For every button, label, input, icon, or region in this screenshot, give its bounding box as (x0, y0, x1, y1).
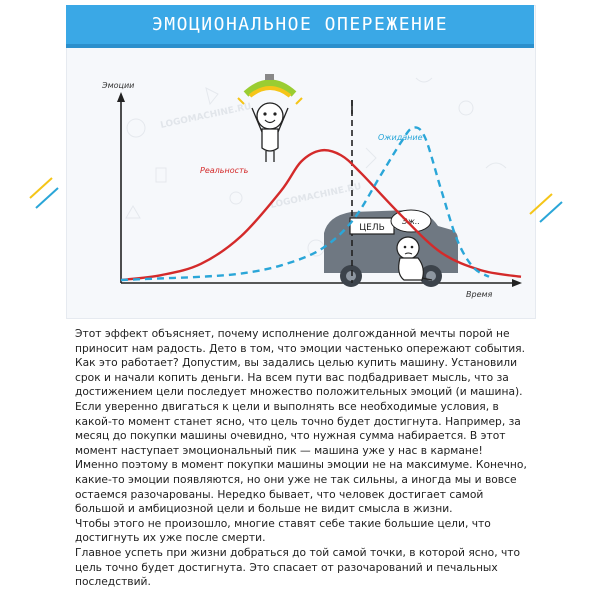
speech-bubble (391, 210, 431, 232)
speech-bubble-text: Эж.. (402, 217, 420, 226)
series-label-expectation: Ожидание (378, 133, 423, 142)
goal-sign (350, 218, 394, 234)
series-line-reality (121, 150, 521, 280)
title-banner (66, 5, 534, 48)
y-axis-arrow (117, 92, 125, 102)
article-paragraph: Как это работает? Допустим, вы задались целью купить машину. Установили срок и начали копить деньги. На всем пути вас подбадривает мысль, что за достижением цели последует множество положительных эмоций (и машина). Если уверенно двигаться к цели и выполнять все необходимые условия, в какой-то момент станет ясно, что цель точно будет достигнута. Например, за месяц до покупки машины очевидно, что нужная сумма набирается. В этот момент наступает эмоциональный пик — машина уже у нас в кармане! (75, 356, 523, 457)
y-axis-label: Эмоции (102, 81, 135, 90)
x-axis-arrow (512, 279, 522, 287)
article-paragraph: Главное успеть при жизни добраться до той самой точки, в которой ясно, что цель точно будет достигнута. Это спасает от разочарований и печальных последствий. (75, 545, 521, 589)
x-axis-label: Время (466, 290, 493, 299)
article-text (75, 327, 527, 590)
goal-sign-label: ЦЕЛЬ (359, 223, 385, 233)
svg-text:LOGOMACHINE.RU: LOGOMACHINE.RU (159, 101, 253, 131)
article-paragraph: Чтобы этого не произошло, многие ставят себе такие большие цели, что достигнуть их уже после смерти. (75, 516, 491, 545)
series-label-reality: Реальность (200, 166, 249, 175)
page-title: ЭМОЦИОНАЛЬНОЕ ОПЕРЕЖЕНИЕ (151, 14, 449, 35)
article-paragraph: Именно поэтому в момент покупки машины эмоции не на максимуме. Конечно, какие-то эмоции появляются, но они уже не так сильны, а иногда мы и вовсе остаемся разочарованы. Нередко бывает, что человек достигает самой большой и амбициозной цели и больше не видит смысла в жизни. (75, 458, 527, 516)
svg-text:LOGOMACHINE.RU: LOGOMACHINE.RU (269, 181, 363, 211)
emotion-chart (66, 48, 534, 318)
happy-character (238, 74, 302, 162)
article-paragraph: Этот эффект объясняет, почему исполнение долгожданной мечты порой не приносит нам радость. Дето в том, что эмоции частенько опережают события. (75, 327, 525, 355)
